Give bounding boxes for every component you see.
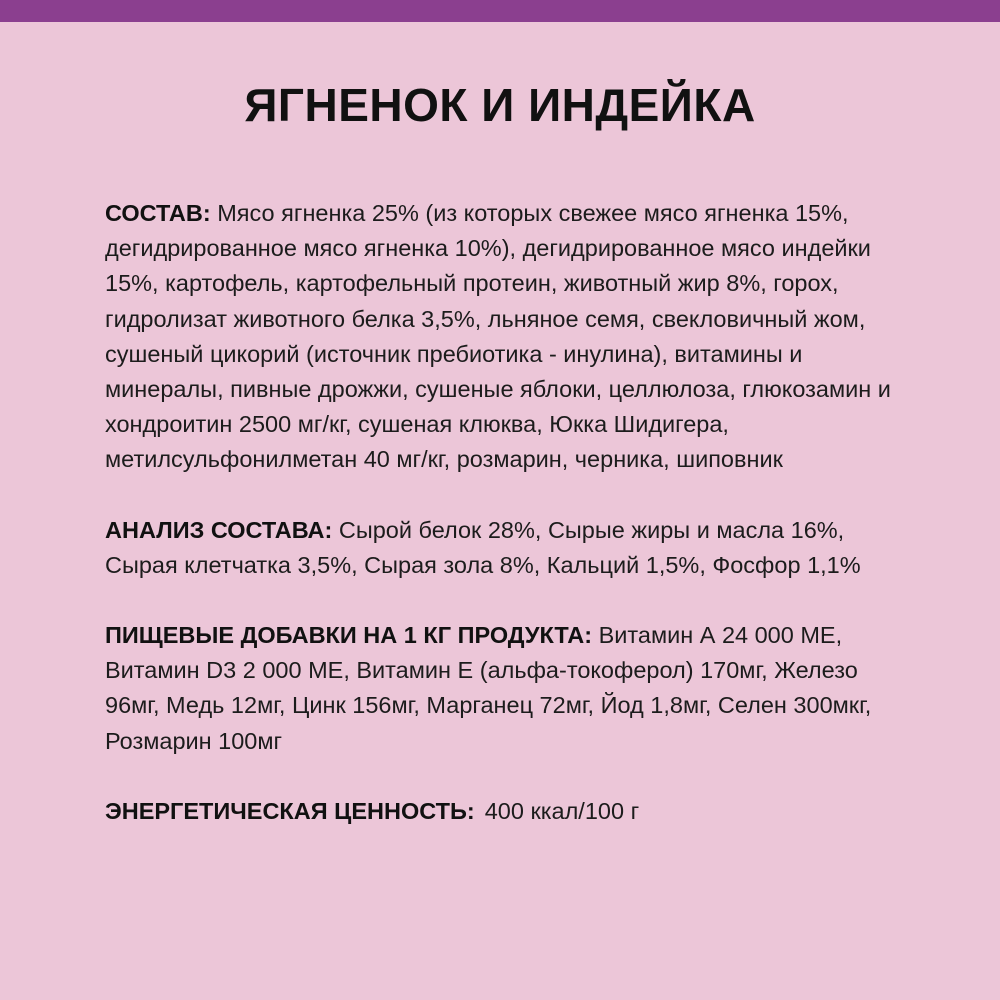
additives-text: Витамин А 24 000 МЕ, Витамин D3 2 000 МЕ, Витамин Е (альфа-токоферол) 170мг, Железо 96мг, Медь 12мг, Цинк 156мг, Марганец 72мг, Йод 1,8мг, Селен 300мкг, Розмарин 100мг (105, 622, 872, 754)
composition-label: СОСТАВ: (105, 200, 211, 226)
composition-text: Мясо ягненка 25% (из которых свежее мясо ягненка 15%, дегидрированное мясо ягненка 10%), дегидрированное мясо индейки 15%, картофель, картофельный протеин, животный жир 8%, горох, гидролизат животного белка 3,5%, льняное семя, свекловичный жом, сушеный цикорий (источник пребиотика - инулина), витамины и минералы, пивные дрожжи, сушеные яблоки, целлюлоза, глюкозамин и хондроитин 2500 мг/кг, сушеная клюква, Юкка Шидигера, метилсульфонилметан 40 мг/кг, розмарин, черника, шиповник (105, 200, 891, 473)
composition-section (105, 196, 905, 478)
analysis-section (105, 513, 905, 583)
energy-section (105, 794, 905, 829)
energy-value: 400 ккал/100 г (484, 797, 640, 824)
analysis-label: АНАЛИЗ СОСТАВА: (105, 516, 333, 543)
page-title: ЯГНЕНОК И ИНДЕЙКА (244, 79, 756, 131)
additives-label: ПИЩЕВЫЕ ДОБАВКИ НА 1 КГ ПРОДУКТА: (105, 622, 593, 649)
analysis-text: Сырой белок 28%, Сырые жиры и масла 16%, Сырая клетчатка 3,5%, Сырая зола 8%, Кальций 1,5%, Фосфор 1,1% (105, 516, 861, 578)
product-info (105, 196, 905, 864)
additives-section (105, 618, 905, 759)
energy-label: ЭНЕРГЕТИЧЕСКАЯ ЦЕННОСТЬ: (105, 797, 475, 824)
top-accent-bar (0, 0, 1000, 22)
